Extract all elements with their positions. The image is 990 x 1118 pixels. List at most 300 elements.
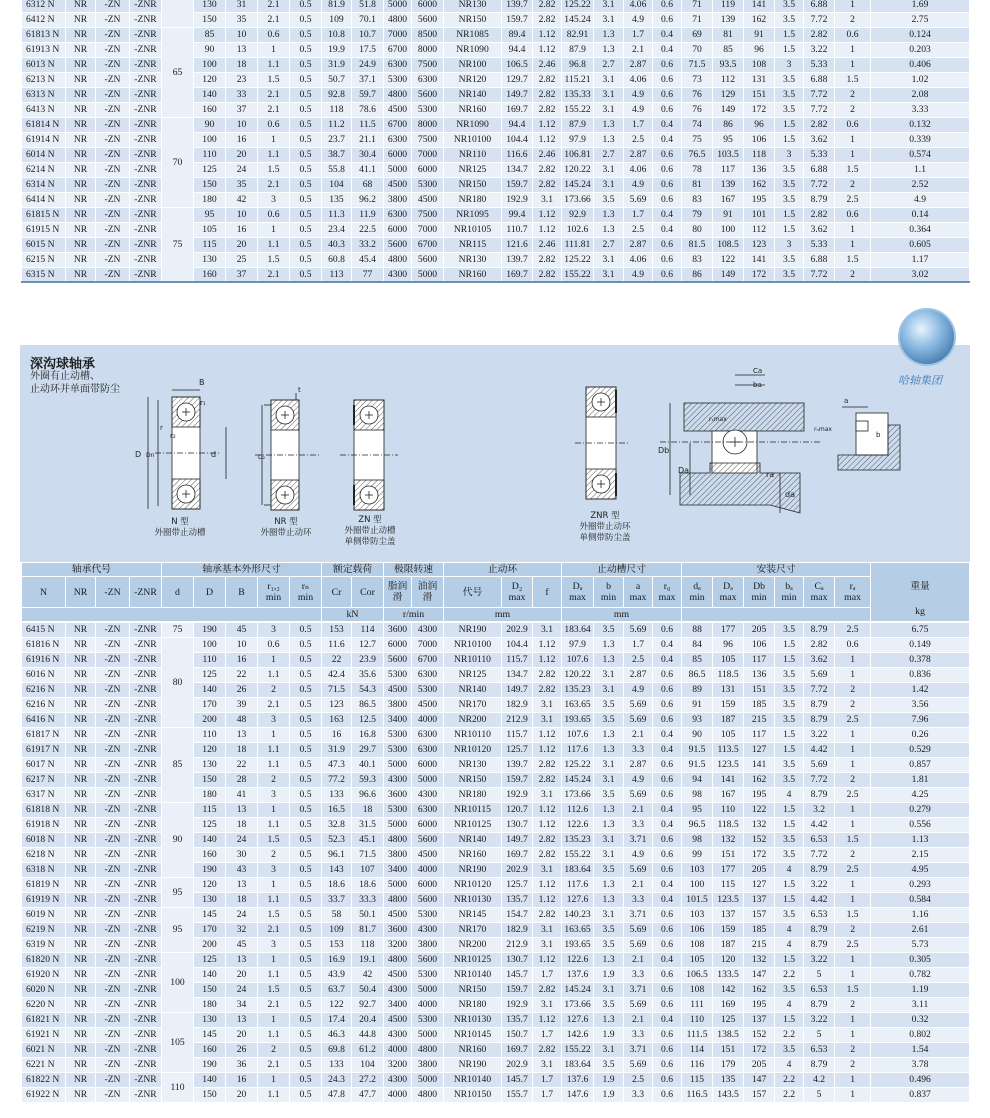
table-cell: 96 xyxy=(713,638,744,653)
table-cell: 0.6 xyxy=(653,863,682,878)
table-cell: 0.6 xyxy=(653,968,682,983)
table-cell: 52.3 xyxy=(322,833,352,848)
table-cell: 2.82 xyxy=(533,848,562,863)
header-groove: 止动槽尺寸 xyxy=(562,563,682,577)
col-ZN: -ZN xyxy=(96,577,130,608)
table-cell: 1.3 xyxy=(594,893,624,908)
table-cell: 1.1 xyxy=(258,743,290,758)
table-cell: NR140 xyxy=(444,833,502,848)
table-cell: 187 xyxy=(713,713,744,728)
table-cell: 1.5 xyxy=(775,653,804,668)
table-cell: 2.2 xyxy=(775,1088,804,1103)
table-cell: 159.7 xyxy=(502,983,533,998)
table-cell: 120 xyxy=(713,953,744,968)
table-cell: 6015 N xyxy=(22,238,66,253)
fillet-label-b: b xyxy=(876,431,881,439)
table-cell: 0.6 xyxy=(653,788,682,803)
table-cell: -ZN xyxy=(96,58,130,73)
table-cell: 150 xyxy=(194,178,226,193)
table-cell: 47.3 xyxy=(322,758,352,773)
table-cell: 83 xyxy=(682,193,713,208)
table-cell: 2.82 xyxy=(533,103,562,118)
table-cell: 1.12 xyxy=(533,208,562,223)
table-cell: 2.5 xyxy=(624,133,653,148)
table-cell: 150 xyxy=(194,1088,226,1103)
table-cell: NR xyxy=(66,713,96,728)
table-cell: 3400 xyxy=(384,713,412,728)
table-cell: 3.1 xyxy=(594,683,624,698)
table-cell: 1.3 xyxy=(594,208,624,223)
table-cell: -ZNR xyxy=(130,638,162,653)
table-cell: 3.5 xyxy=(594,938,624,953)
table-cell: 2 xyxy=(835,923,871,938)
table-cell: NR10130 xyxy=(444,1013,502,1028)
table-cell: 0.5 xyxy=(290,728,322,743)
table-cell: 137 xyxy=(713,908,744,923)
table-cell: 0.4 xyxy=(653,653,682,668)
table-cell: 0.6 xyxy=(653,0,682,13)
table-cell: 180 xyxy=(194,998,226,1013)
table-cell: 190 xyxy=(194,1058,226,1073)
table-cell: 41.1 xyxy=(352,163,384,178)
table-cell: 3 xyxy=(258,788,290,803)
table-cell: 5.69 xyxy=(624,698,653,713)
table-cell: 3.1 xyxy=(594,163,624,178)
table-cell: 5.33 xyxy=(804,238,835,253)
table-cell: 0.5 xyxy=(290,58,322,73)
table-cell: 1.1 xyxy=(258,58,290,73)
table-cell: 0.5 xyxy=(290,923,322,938)
table-cell: 1 xyxy=(835,953,871,968)
table-cell: 5300 xyxy=(384,743,412,758)
table-cell: 11.9 xyxy=(352,208,384,223)
znr-type-desc1: 外圈带止动环 xyxy=(579,522,631,532)
table-cell: 6.88 xyxy=(804,0,835,13)
table-cell: 3 xyxy=(258,623,290,638)
table-cell: 1.5 xyxy=(775,1013,804,1028)
detail-label-Db: Db xyxy=(658,446,670,455)
table-cell: 0.5 xyxy=(290,73,322,88)
table-cell: 109 xyxy=(322,13,352,28)
table-header xyxy=(22,563,970,623)
table-cell: 1.9 xyxy=(594,968,624,983)
table-cell: 5000 xyxy=(412,1073,444,1088)
table-cell: -ZN xyxy=(96,1088,130,1103)
table-cell: -ZNR xyxy=(130,893,162,908)
table-cell: NR120 xyxy=(444,73,502,88)
table-cell: 61820 N xyxy=(22,953,66,968)
table-cell: -ZNR xyxy=(130,58,162,73)
table-cell: 113 xyxy=(322,268,352,283)
table-cell: 20 xyxy=(226,1088,258,1103)
table-cell: 108 xyxy=(744,58,775,73)
table-cell: 96.1 xyxy=(322,848,352,863)
table-cell: 106.5 xyxy=(682,968,713,983)
table-cell: 102.6 xyxy=(562,223,594,238)
table-cell: 113.5 xyxy=(713,743,744,758)
table-cell: 160 xyxy=(194,1043,226,1058)
table-cell: 150 xyxy=(194,983,226,998)
table-cell: 3800 xyxy=(384,698,412,713)
table-cell: 2.5 xyxy=(835,193,871,208)
table-cell: 1 xyxy=(835,58,871,73)
table-cell: 4 xyxy=(775,788,804,803)
table-cell: -ZN xyxy=(96,238,130,253)
table-cell: 4500 xyxy=(384,683,412,698)
table-cell: 173.66 xyxy=(562,193,594,208)
table-cell: 59.3 xyxy=(352,773,384,788)
table-cell: 0.6 xyxy=(653,833,682,848)
table-cell: 4.42 xyxy=(804,893,835,908)
table-cell: NR xyxy=(66,683,96,698)
table-cell: -ZNR xyxy=(130,743,162,758)
table-cell: 5600 xyxy=(384,653,412,668)
table-cell: 45 xyxy=(226,623,258,638)
table-cell: 10.7 xyxy=(352,28,384,43)
table-cell: 3.5 xyxy=(594,193,624,208)
bore-d-cell: 110 xyxy=(162,1073,194,1103)
table-cell: 23.9 xyxy=(352,653,384,668)
table-cell: 130.7 xyxy=(502,953,533,968)
table-cell: 8.79 xyxy=(804,998,835,1013)
table-cell: 1.1 xyxy=(258,1028,290,1043)
table-cell: 0.378 xyxy=(871,653,970,668)
table-cell: NR125 xyxy=(444,668,502,683)
table-cell: 157 xyxy=(744,908,775,923)
table-cell: 77 xyxy=(352,268,384,283)
table-cell: NR160 xyxy=(444,848,502,863)
table-cell: NR140 xyxy=(444,683,502,698)
col-Ca: Cₐ max xyxy=(804,577,835,608)
bottom-row xyxy=(22,623,970,638)
table-cell: 135.7 xyxy=(502,893,533,908)
table-cell: 145.24 xyxy=(562,983,594,998)
table-cell: 6018 N xyxy=(22,833,66,848)
table-cell: -ZNR xyxy=(130,1028,162,1043)
table-cell: 5300 xyxy=(412,103,444,118)
table-cell: 2 xyxy=(835,773,871,788)
table-cell: 134.7 xyxy=(502,668,533,683)
table-cell: 160 xyxy=(194,268,226,283)
table-cell: 5600 xyxy=(412,893,444,908)
table-cell: 3.5 xyxy=(775,773,804,788)
table-cell: 4500 xyxy=(384,103,412,118)
table-cell: 81.9 xyxy=(322,0,352,13)
table-cell: 140 xyxy=(194,1073,226,1088)
table-cell: -ZN xyxy=(96,833,130,848)
table-cell: -ZN xyxy=(96,253,130,268)
table-cell: 0.5 xyxy=(290,653,322,668)
table-cell: 2.46 xyxy=(533,238,562,253)
table-cell: 99 xyxy=(682,848,713,863)
table-cell: 3.2 xyxy=(804,803,835,818)
col-da: dₐ min xyxy=(682,577,713,608)
table-cell: 61916 N xyxy=(22,653,66,668)
table-cell: 153 xyxy=(322,938,352,953)
table-cell: 85 xyxy=(194,28,226,43)
section-title: 深沟球轴承 xyxy=(30,357,96,372)
table-cell: 149.7 xyxy=(502,683,533,698)
table-cell: -ZN xyxy=(96,268,130,283)
table-cell: 7500 xyxy=(412,58,444,73)
table-cell: 61913 N xyxy=(22,43,66,58)
table-cell: 7.72 xyxy=(804,103,835,118)
table-cell: 147 xyxy=(744,968,775,983)
table-cell: 0.6 xyxy=(653,178,682,193)
table-cell: 4800 xyxy=(412,1043,444,1058)
table-cell: -ZN xyxy=(96,713,130,728)
table-cell: 0.32 xyxy=(871,1013,970,1028)
table-cell: -ZN xyxy=(96,758,130,773)
table-cell: -ZNR xyxy=(130,683,162,698)
table-cell: 4 xyxy=(775,923,804,938)
table-cell: 0.6 xyxy=(653,58,682,73)
table-cell: 61813 N xyxy=(22,28,66,43)
top-bearing-table xyxy=(21,0,970,283)
table-cell: 108.5 xyxy=(713,238,744,253)
table-cell: 3 xyxy=(258,193,290,208)
table-cell: NR190 xyxy=(444,863,502,878)
table-cell: 0.6 xyxy=(653,73,682,88)
table-cell: 6700 xyxy=(384,118,412,133)
table-cell: 6000 xyxy=(384,638,412,653)
table-cell: 2.7 xyxy=(594,58,624,73)
table-cell: 5.33 xyxy=(804,148,835,163)
table-cell: 1.12 xyxy=(533,1013,562,1028)
table-cell: 8.79 xyxy=(804,1058,835,1073)
table-cell: -ZNR xyxy=(130,998,162,1013)
table-cell: 6700 xyxy=(412,653,444,668)
table-cell: 3 xyxy=(258,863,290,878)
table-cell: 192.9 xyxy=(502,788,533,803)
table-cell: 125 xyxy=(713,1013,744,1028)
table-cell: 0.837 xyxy=(871,1088,970,1103)
table-cell: 1.7 xyxy=(624,208,653,223)
table-cell: 140 xyxy=(194,968,226,983)
table-cell: 2.5 xyxy=(624,653,653,668)
table-cell: 112.6 xyxy=(562,803,594,818)
table-cell: NR xyxy=(66,223,96,238)
table-cell: 2.1 xyxy=(258,698,290,713)
table-cell: 3.1 xyxy=(594,668,624,683)
table-cell: 34 xyxy=(226,998,258,1013)
table-cell: 134.7 xyxy=(502,163,533,178)
table-cell: 4.2 xyxy=(804,1073,835,1088)
table-cell: 125.7 xyxy=(502,743,533,758)
table-cell: 1.5 xyxy=(835,983,871,998)
table-cell: -ZNR xyxy=(130,0,162,13)
table-cell: 117 xyxy=(713,163,744,178)
table-cell: 115 xyxy=(713,878,744,893)
table-cell: 32 xyxy=(226,923,258,938)
table-cell: 5 xyxy=(804,1028,835,1043)
table-cell: 7000 xyxy=(412,148,444,163)
table-cell: -ZNR xyxy=(130,863,162,878)
table-cell: 2.1 xyxy=(258,88,290,103)
table-cell: 1 xyxy=(258,953,290,968)
table-cell: 90 xyxy=(194,118,226,133)
table-cell: 150 xyxy=(194,773,226,788)
table-cell: 0.5 xyxy=(290,893,322,908)
table-cell: 2.1 xyxy=(624,728,653,743)
table-cell: 116.6 xyxy=(502,148,533,163)
table-cell: 5.69 xyxy=(624,788,653,803)
table-cell: 1.1 xyxy=(871,163,970,178)
table-cell: 0.5 xyxy=(290,698,322,713)
table-cell: 151 xyxy=(713,1043,744,1058)
table-cell: 7000 xyxy=(412,638,444,653)
table-cell: 2 xyxy=(835,848,871,863)
table-cell: 61814 N xyxy=(22,118,66,133)
table-cell: 104 xyxy=(352,1058,384,1073)
table-cell: 61815 N xyxy=(22,208,66,223)
table-cell: 24 xyxy=(226,983,258,998)
table-cell: 3.5 xyxy=(775,268,804,283)
table-cell: -ZNR xyxy=(130,1058,162,1073)
table-cell: 160 xyxy=(194,103,226,118)
section-panel xyxy=(20,345,970,562)
table-cell: -ZN xyxy=(96,1073,130,1088)
table-cell: NR xyxy=(66,953,96,968)
table-cell: 0.4 xyxy=(653,118,682,133)
table-cell: 3 xyxy=(775,58,804,73)
table-cell: 1.1 xyxy=(258,238,290,253)
table-cell: NR115 xyxy=(444,238,502,253)
table-cell: 5.33 xyxy=(804,58,835,73)
table-cell: 4300 xyxy=(412,923,444,938)
table-cell: 2.1 xyxy=(258,268,290,283)
table-cell: 2.82 xyxy=(533,253,562,268)
table-cell: 5600 xyxy=(412,833,444,848)
table-cell: 1.5 xyxy=(775,743,804,758)
table-cell: 0.5 xyxy=(290,668,322,683)
table-cell: 2.82 xyxy=(533,268,562,283)
table-cell: 4500 xyxy=(384,968,412,983)
table-cell: 48 xyxy=(226,713,258,728)
unit-blank-1 xyxy=(22,608,322,622)
table-cell: 0.6 xyxy=(653,848,682,863)
zn-type-desc1: 外圈带止动槽 xyxy=(344,526,396,536)
table-cell: 98 xyxy=(682,788,713,803)
table-cell: 0.5 xyxy=(290,238,322,253)
table-cell: 12.5 xyxy=(352,713,384,728)
table-cell: NR10125 xyxy=(444,818,502,833)
table-cell: 1.5 xyxy=(775,953,804,968)
table-cell: 118.5 xyxy=(713,818,744,833)
table-cell: 33.2 xyxy=(352,238,384,253)
table-cell: 1 xyxy=(258,1013,290,1028)
table-cell: 3.1 xyxy=(594,88,624,103)
table-cell: NR xyxy=(66,208,96,223)
table-cell: 91.5 xyxy=(682,743,713,758)
table-cell: 2 xyxy=(835,1058,871,1073)
table-cell: 151 xyxy=(744,683,775,698)
table-cell: 1.5 xyxy=(775,133,804,148)
table-cell: 159 xyxy=(713,698,744,713)
table-cell: 0.5 xyxy=(290,88,322,103)
table-cell: 6300 xyxy=(412,73,444,88)
table-cell: 6317 N xyxy=(22,788,66,803)
table-cell: 35.6 xyxy=(352,668,384,683)
table-cell: -ZNR xyxy=(130,103,162,118)
table-cell: 3.1 xyxy=(594,103,624,118)
table-cell: 3200 xyxy=(384,1058,412,1073)
table-cell: 3.5 xyxy=(775,88,804,103)
table-cell: 7.96 xyxy=(871,713,970,728)
bore-d-cell: 75 xyxy=(162,623,194,638)
table-cell: 3.1 xyxy=(594,73,624,88)
table-cell: 2.46 xyxy=(533,148,562,163)
table-cell: NR xyxy=(66,743,96,758)
table-cell: 5.69 xyxy=(624,938,653,953)
table-cell: NR xyxy=(66,178,96,193)
table-cell: 145 xyxy=(194,908,226,923)
table-cell: NR xyxy=(66,0,96,13)
table-cell: 1.5 xyxy=(775,728,804,743)
table-cell: 100 xyxy=(682,878,713,893)
table-cell: 19.9 xyxy=(322,43,352,58)
table-cell: 109 xyxy=(322,923,352,938)
table-cell: 0.5 xyxy=(290,1028,322,1043)
table-cell: 74 xyxy=(682,118,713,133)
table-cell: 0.6 xyxy=(653,908,682,923)
table-cell: 6216 N xyxy=(22,698,66,713)
table-cell: 6.53 xyxy=(804,833,835,848)
table-cell: 20 xyxy=(226,1028,258,1043)
table-cell: 5000 xyxy=(384,818,412,833)
table-cell: 30.4 xyxy=(352,148,384,163)
table-cell: 4800 xyxy=(384,88,412,103)
table-cell: 3.22 xyxy=(804,728,835,743)
detail-label-rsmax: rₛmax xyxy=(709,416,727,423)
table-cell: 0.5 xyxy=(290,1058,322,1073)
table-cell: -ZN xyxy=(96,1028,130,1043)
table-cell: 10.8 xyxy=(322,28,352,43)
table-cell: 32.8 xyxy=(322,818,352,833)
table-cell: 81.7 xyxy=(352,923,384,938)
bore-d-cell: 65 xyxy=(162,28,194,118)
table-cell: 92.7 xyxy=(352,998,384,1013)
table-cell: 200 xyxy=(194,938,226,953)
top-row xyxy=(22,0,970,13)
table-cell: NR xyxy=(66,668,96,683)
table-cell: 2 xyxy=(835,13,871,28)
table-cell: 0.5 xyxy=(290,193,322,208)
table-cell: 0.4 xyxy=(653,893,682,908)
table-cell: 3.22 xyxy=(804,878,835,893)
table-cell: 2.5 xyxy=(835,623,871,638)
table-cell: NR200 xyxy=(444,938,502,953)
table-cell: 183.64 xyxy=(562,863,594,878)
n-label-Dn: Dn xyxy=(146,452,155,459)
table-cell: 1.3 xyxy=(594,1013,624,1028)
table-cell: NR xyxy=(66,28,96,43)
table-cell: 212.9 xyxy=(502,938,533,953)
table-cell: -ZNR xyxy=(130,848,162,863)
table-cell: -ZNR xyxy=(130,73,162,88)
table-cell: 139.7 xyxy=(502,0,533,13)
table-cell: 104 xyxy=(322,178,352,193)
table-cell: 6219 N xyxy=(22,923,66,938)
table-cell: -ZNR xyxy=(130,818,162,833)
col-D: D xyxy=(194,577,226,608)
table-cell: 81 xyxy=(713,28,744,43)
table-cell: 16 xyxy=(226,223,258,238)
table-cell: 1.17 xyxy=(871,253,970,268)
table-cell: 3.1 xyxy=(594,178,624,193)
table-cell: 1.19 xyxy=(871,983,970,998)
table-cell: 5.69 xyxy=(624,863,653,878)
